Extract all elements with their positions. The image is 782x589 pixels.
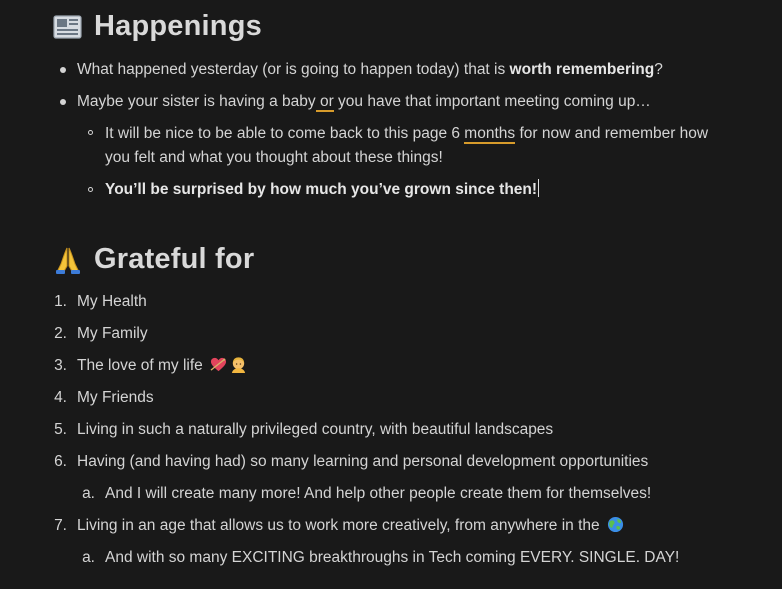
text-cursor [538, 179, 539, 197]
grateful-item-2[interactable] [77, 322, 148, 346]
sub-bullet-1-underlined-months: months [464, 125, 516, 142]
grateful-item-text: Living in such a naturally privileged country, with beautiful landscapes [77, 421, 554, 438]
grateful-item-text: My Family [77, 325, 148, 342]
list-number: 1. [54, 293, 67, 310]
happenings-bullet-2[interactable] [77, 90, 651, 114]
happenings-sub-bullet-2[interactable] [105, 178, 539, 202]
grateful-heading[interactable] [52, 243, 254, 276]
list-number: 3. [54, 357, 67, 374]
grateful-item-text: The love of my life [77, 357, 203, 374]
list-number: 7. [54, 517, 67, 534]
grateful-item-6a[interactable] [105, 482, 651, 506]
list-number: 5. [54, 421, 67, 438]
grateful-item-text: Having (and having had) so many learning and personal development opportunities [77, 453, 649, 470]
grateful-item-4[interactable] [77, 386, 154, 410]
happenings-sub-bullet-1[interactable] [105, 122, 708, 146]
list-number: 4. [54, 389, 67, 406]
grateful-item-text: And I will create many more! And help other people create them for themselves! [105, 485, 652, 502]
globe-icon [607, 516, 624, 533]
praying-hands-icon [52, 244, 84, 276]
grateful-item-text: My Health [77, 293, 147, 310]
sub-bullet-1-text: It will be nice to be able to come back to this page 6 [105, 125, 465, 142]
person-icon [230, 356, 247, 373]
list-number: 2. [54, 325, 67, 342]
bullet-dot [60, 99, 66, 105]
sub-bullet-1-line-2-text: you felt and what you thought about these things! [105, 149, 443, 166]
list-number: 6. [54, 453, 67, 470]
list-letter: a. [82, 549, 95, 566]
bullet-1-text: What happened yesterday (or is going to happen today) that is [77, 61, 510, 78]
grateful-item-3[interactable] [77, 354, 247, 378]
bullet-dot [60, 67, 66, 73]
grateful-item-text: My Friends [77, 389, 154, 406]
happenings-heading[interactable] [52, 10, 262, 43]
bullet-2-end-text: you have that important meeting coming up… [333, 93, 651, 110]
bullet-circle [88, 130, 93, 135]
grateful-item-text: And with so many EXCITING breakthroughs in Tech coming EVERY. SINGLE. DAY! [105, 549, 680, 566]
grateful-title: Grateful for [94, 243, 255, 275]
bullet-circle [88, 187, 93, 192]
bullet-1-bold-text: worth remembering [509, 61, 655, 78]
sub-bullet-2-bold-text: You’ll be surprised by how much you’ve grown since then! [105, 181, 538, 198]
happenings-sub-bullet-1-line-2[interactable] [105, 146, 443, 170]
bullet-1-end-text: ? [654, 61, 663, 78]
list-letter: a. [82, 485, 95, 502]
happenings-title: Happenings [94, 10, 262, 42]
grateful-item-text: Living in an age that allows us to work more creatively, from anywhere in the [77, 517, 600, 534]
grateful-item-1[interactable] [77, 290, 147, 314]
happenings-bullet-1[interactable] [77, 58, 663, 82]
bullet-2-underlined-or: or [315, 93, 334, 110]
heart-with-arrow-icon [210, 356, 227, 373]
grateful-item-7[interactable] [77, 514, 624, 538]
newspaper-icon [52, 11, 84, 43]
sub-bullet-1-text-end: for now and remember how [515, 125, 709, 142]
grateful-item-7a[interactable] [105, 546, 679, 570]
bullet-2-text: Maybe your sister is having a baby [77, 93, 316, 110]
grateful-item-6[interactable] [77, 450, 648, 474]
grateful-item-5[interactable] [77, 418, 553, 442]
